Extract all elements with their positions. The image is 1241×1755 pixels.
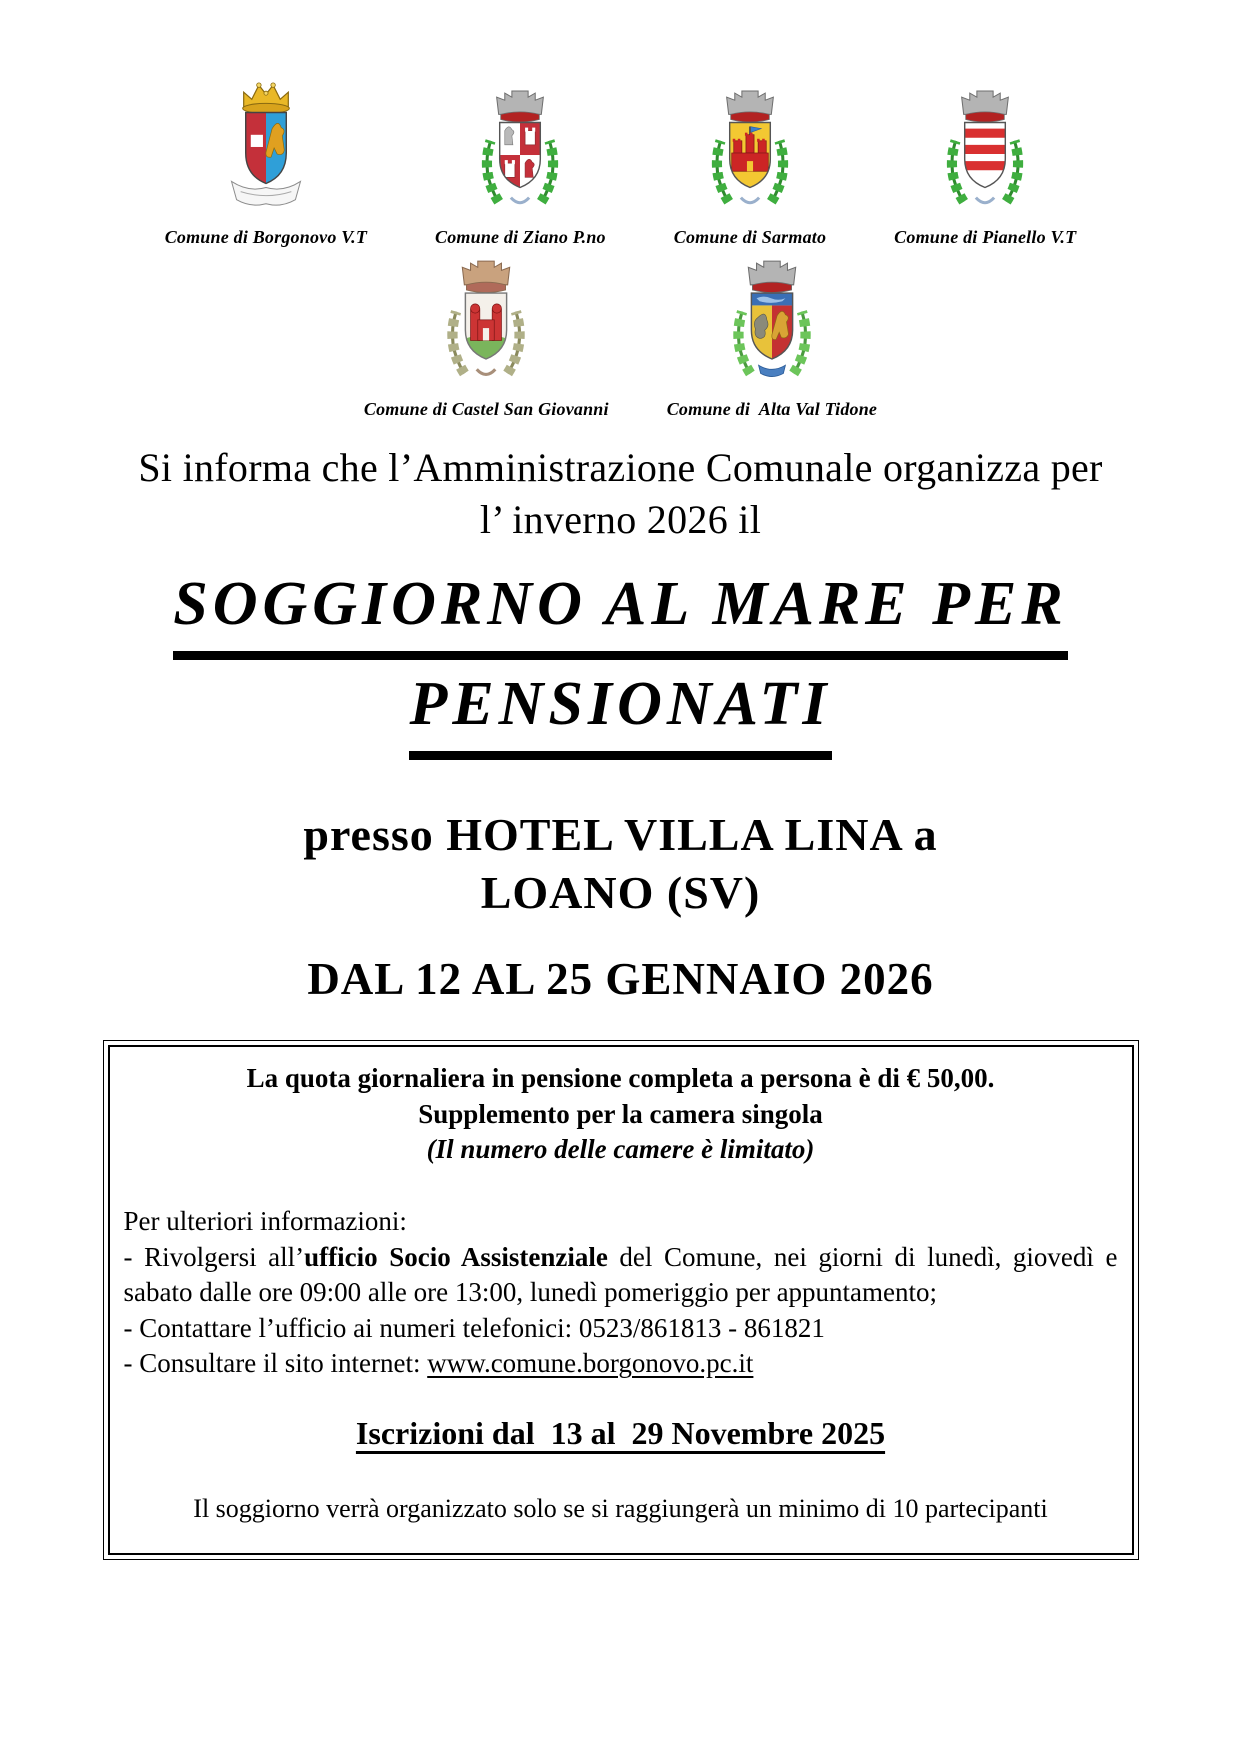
coat-label-alta-val-tidone: Comune di Alta Val Tidone	[666, 399, 878, 419]
registration-dates-heading: Iscrizioni dal 13 al 29 Novembre 2025	[355, 1415, 886, 1452]
coat-label-ziano: Comune di Ziano P.no	[435, 227, 606, 247]
spacer	[124, 1168, 1118, 1204]
intro-line-2: l’ inverno 2026 il	[479, 497, 762, 542]
coat-cell-pianello	[894, 88, 1076, 248]
minimum-participants-note: Il soggiorno verrà organizzato solo se si raggiungerà un minimo di 10 partecipanti	[193, 1494, 1048, 1524]
info-website-line	[124, 1346, 1118, 1382]
page-title	[0, 560, 1241, 760]
coat-label-sarmato: Comune di Sarmato	[673, 227, 827, 247]
title-line-2: PENSIONATI	[409, 660, 831, 760]
coat-cell-borgonovo	[165, 78, 367, 248]
limited-rooms-note: (Il numero delle camere è limitato)	[426, 1134, 815, 1165]
venue-line-2: LOANO (SV)	[480, 866, 761, 918]
venue-heading	[0, 806, 1241, 921]
coats-of-arms-row-1	[0, 0, 1241, 248]
dates-heading: DAL 12 AL 25 GENNAIO 2026	[307, 954, 934, 1005]
intro-paragraph	[0, 442, 1241, 546]
coats-of-arms-row-2	[0, 258, 1241, 420]
borgonovo-coat-of-arms-icon	[220, 78, 312, 220]
title-line-1: SOGGIORNO AL MARE PER	[173, 560, 1068, 660]
daily-rate-line: La quota giornaliera in pensione completa a persona è di € 50,00.	[246, 1063, 995, 1094]
pianello-coat-of-arms-icon	[939, 88, 1031, 220]
info-office-post: del Comune, nei giorni di lunedì, giovedì e sabato dalle ore 09:00 alle ore 13:00, lunedì pomeriggio per appuntamento;	[123, 1241, 1118, 1308]
ziano-coat-of-arms-icon	[474, 88, 566, 220]
info-office-paragraph	[124, 1240, 1118, 1311]
info-header: Per ulteriori informazioni:	[123, 1205, 407, 1236]
coat-cell-alta-val-tidone	[667, 258, 877, 420]
info-office-pre: - Rivolgersi all’	[123, 1241, 305, 1272]
coat-cell-sarmato	[674, 88, 826, 248]
single-room-line: Supplemento per la camera singola	[418, 1098, 823, 1129]
info-phone-line: - Contattare l’ufficio ai numeri telefonici: 0523/861813 - 861821	[123, 1312, 825, 1343]
info-website-pre: - Consultare il sito internet:	[123, 1348, 428, 1379]
website-link[interactable]: www.comune.borgonovo.pc.it	[427, 1348, 754, 1379]
coat-cell-castel-san-giovanni	[364, 258, 609, 420]
info-box	[108, 1045, 1134, 1555]
coat-label-borgonovo: Comune di Borgonovo V.T	[164, 227, 368, 247]
castel-san-giovanni-coat-of-arms-icon	[438, 258, 534, 392]
sarmato-coat-of-arms-icon	[704, 88, 796, 220]
intro-line-1: Si informa che l’Amministrazione Comunale organizza per	[138, 445, 1103, 490]
alta-val-tidone-coat-of-arms-icon	[724, 258, 820, 392]
info-office-bold: ufficio Socio Assistenziale	[304, 1241, 608, 1272]
coat-label-pianello: Comune di Pianello V.T	[894, 227, 1077, 247]
coat-cell-ziano	[435, 88, 606, 248]
coat-label-castel-san-giovanni: Comune di Castel San Giovanni	[363, 399, 609, 419]
venue-line-1: presso HOTEL VILLA LINA a	[303, 809, 938, 861]
